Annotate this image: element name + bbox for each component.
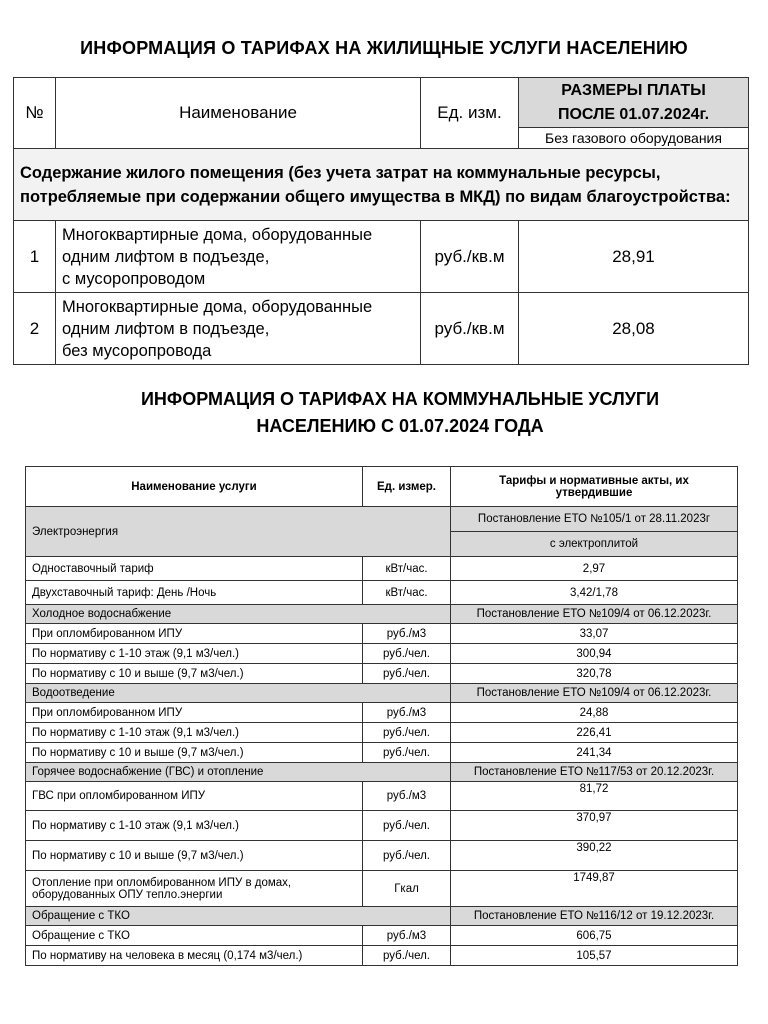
header-unit: Ед. измер. [363, 467, 451, 507]
row-unit: руб./чел. [363, 811, 451, 841]
row-unit: руб./чел. [363, 723, 451, 743]
table-row [26, 557, 738, 581]
row-name-line: одним лифтом в подъезде, [62, 247, 270, 266]
row-name: При опломбированном ИПУ [26, 703, 363, 723]
table-row [26, 664, 738, 684]
row-unit: кВт/час. [363, 581, 451, 605]
table-row [26, 703, 738, 723]
table-row [26, 841, 738, 871]
header-num: № [14, 78, 56, 149]
row-value: 390,22 [451, 841, 738, 871]
section-drainage: Водоотведение [26, 684, 451, 703]
row-name-line: Многоквартирные дома, оборудованные [62, 225, 373, 244]
row-unit: руб./кв.м [421, 221, 519, 293]
row-name: Одноставочный тариф [26, 557, 363, 581]
row-value: 81,72 [451, 782, 738, 811]
row-value: 28,91 [519, 221, 749, 293]
table-row [26, 624, 738, 644]
row-value: 1749,87 [451, 871, 738, 907]
table-row [26, 723, 738, 743]
row-unit: руб./чел. [363, 743, 451, 763]
header-service-name: Наименование услуги [26, 467, 363, 507]
row-name: По нормативу с 1-10 этаж (9,1 м3/чел.) [26, 644, 363, 664]
act-hot-water: Постановление ЕТО №117/53 от 20.12.2023г. [451, 763, 738, 782]
row-value: 3,42/1,78 [451, 581, 738, 605]
row-unit: руб./кв.м [421, 293, 519, 365]
row-value: 28,08 [519, 293, 749, 365]
row-value: 606,75 [451, 926, 738, 946]
table-row [14, 221, 749, 293]
row-name: По нормативу с 10 и выше (9,7 м3/чел.) [26, 743, 363, 763]
section-hot-water: Горячее водоснабжение (ГВС) и отопление [26, 763, 451, 782]
housing-title: ИНФОРМАЦИЯ О ТАРИФАХ НА ЖИЛИЩНЫЕ УСЛУГИ НАСЕЛЕНИЮ [80, 38, 688, 58]
row-unit: руб./м3 [363, 624, 451, 644]
row-unit: руб./чел. [363, 664, 451, 684]
header-name: Наименование [56, 78, 421, 149]
table-row [26, 871, 738, 907]
row-unit: руб./чел. [363, 841, 451, 871]
row-unit: Гкал [363, 871, 451, 907]
table-row [14, 293, 749, 365]
header-size-line1: РАЗМЕРЫ ПЛАТЫ [561, 81, 706, 99]
table-row [26, 782, 738, 811]
table-row [26, 926, 738, 946]
row-name: ГВС при опломбированном ИПУ [26, 782, 363, 811]
row-value: 105,57 [451, 946, 738, 966]
row-name-line: без мусоропровода [62, 341, 212, 360]
act-drainage: Постановление ЕТО №109/4 от 06.12.2023г. [451, 684, 738, 703]
table-row [26, 811, 738, 841]
row-value: 320,78 [451, 664, 738, 684]
row-value: 24,88 [451, 703, 738, 723]
header-unit: Ед. изм. [421, 78, 519, 149]
row-value: 300,94 [451, 644, 738, 664]
table-row [26, 581, 738, 605]
row-name: Двухставочный тариф: День /Ночь [26, 581, 363, 605]
header-sub: Без газового оборудования [519, 128, 749, 149]
row-unit: руб./чел. [363, 644, 451, 664]
table-row [26, 946, 738, 966]
row-num: 2 [14, 293, 56, 365]
section-waste: Обращение с ТКО [26, 907, 451, 926]
header-tariff [451, 467, 738, 507]
row-name: Обращение с ТКО [26, 926, 363, 946]
act-cold-water: Постановление ЕТО №109/4 от 06.12.2023г. [451, 605, 738, 624]
section-electricity: Электроэнергия [26, 507, 451, 557]
header-size-line2: ПОСЛЕ 01.07.2024г. [557, 105, 710, 123]
row-name: По нормативу с 1-10 этаж (9,1 м3/чел.) [26, 723, 363, 743]
table-row [26, 644, 738, 664]
row-name: По нормативу на человека в месяц (0,174 м3/чел.) [26, 946, 363, 966]
row-unit: руб./м3 [363, 703, 451, 723]
row-unit: руб./чел. [363, 946, 451, 966]
utilities-title [0, 386, 768, 440]
row-name-line: с мусоропроводом [62, 269, 206, 288]
row-unit: руб./м3 [363, 926, 451, 946]
row-name [26, 871, 363, 907]
table-row [26, 743, 738, 763]
electricity-sub: с электроплитой [451, 532, 738, 557]
row-value: 370,97 [451, 811, 738, 841]
utilities-title-line2: НАСЕЛЕНИЮ С 01.07.2024 ГОДА [256, 416, 544, 436]
row-name [56, 221, 421, 293]
section-title: Содержание жилого помещения (без учета затрат на коммунальные ресурсы, потребляемые при содержании общего имущества в МКД) по видам благоустройства: [14, 149, 749, 221]
row-value: 2,97 [451, 557, 738, 581]
act-waste: Постановление ЕТО №116/12 от 19.12.2023г. [451, 907, 738, 926]
utilities-tariff-table [25, 466, 738, 966]
act-electricity: Постановление ЕТО №105/1 от 28.11.2023г [451, 507, 738, 532]
row-name [56, 293, 421, 365]
header-tariff-line1: Тарифы и нормативные акты, их [499, 474, 689, 487]
row-unit: руб./м3 [363, 782, 451, 811]
row-value: 33,07 [451, 624, 738, 644]
header-size [519, 78, 749, 128]
row-num: 1 [14, 221, 56, 293]
row-value: 226,41 [451, 723, 738, 743]
utilities-title-line1: ИНФОРМАЦИЯ О ТАРИФАХ НА КОММУНАЛЬНЫЕ УСЛУГИ [140, 389, 660, 409]
row-unit: кВт/час. [363, 557, 451, 581]
row-name: По нормативу с 10 и выше (9,7 м3/чел.) [26, 841, 363, 871]
header-tariff-line2: утвердившие [555, 486, 633, 499]
row-name: При опломбированном ИПУ [26, 624, 363, 644]
housing-tariff-table [13, 77, 749, 365]
section-cold-water: Холодное водоснабжение [26, 605, 451, 624]
row-name: По нормативу с 10 и выше (9,7 м3/чел.) [26, 664, 363, 684]
row-name-line: одним лифтом в подъезде, [62, 319, 270, 338]
row-name-line: Многоквартирные дома, оборудованные [62, 297, 373, 316]
row-name: По нормативу с 1-10 этаж (9,1 м3/чел.) [26, 811, 363, 841]
row-name-line: Отопление при опломбированном ИПУ в домах, [32, 876, 292, 889]
row-value: 241,34 [451, 743, 738, 763]
row-name-line: оборудованных ОПУ тепло.энергии [32, 888, 223, 901]
